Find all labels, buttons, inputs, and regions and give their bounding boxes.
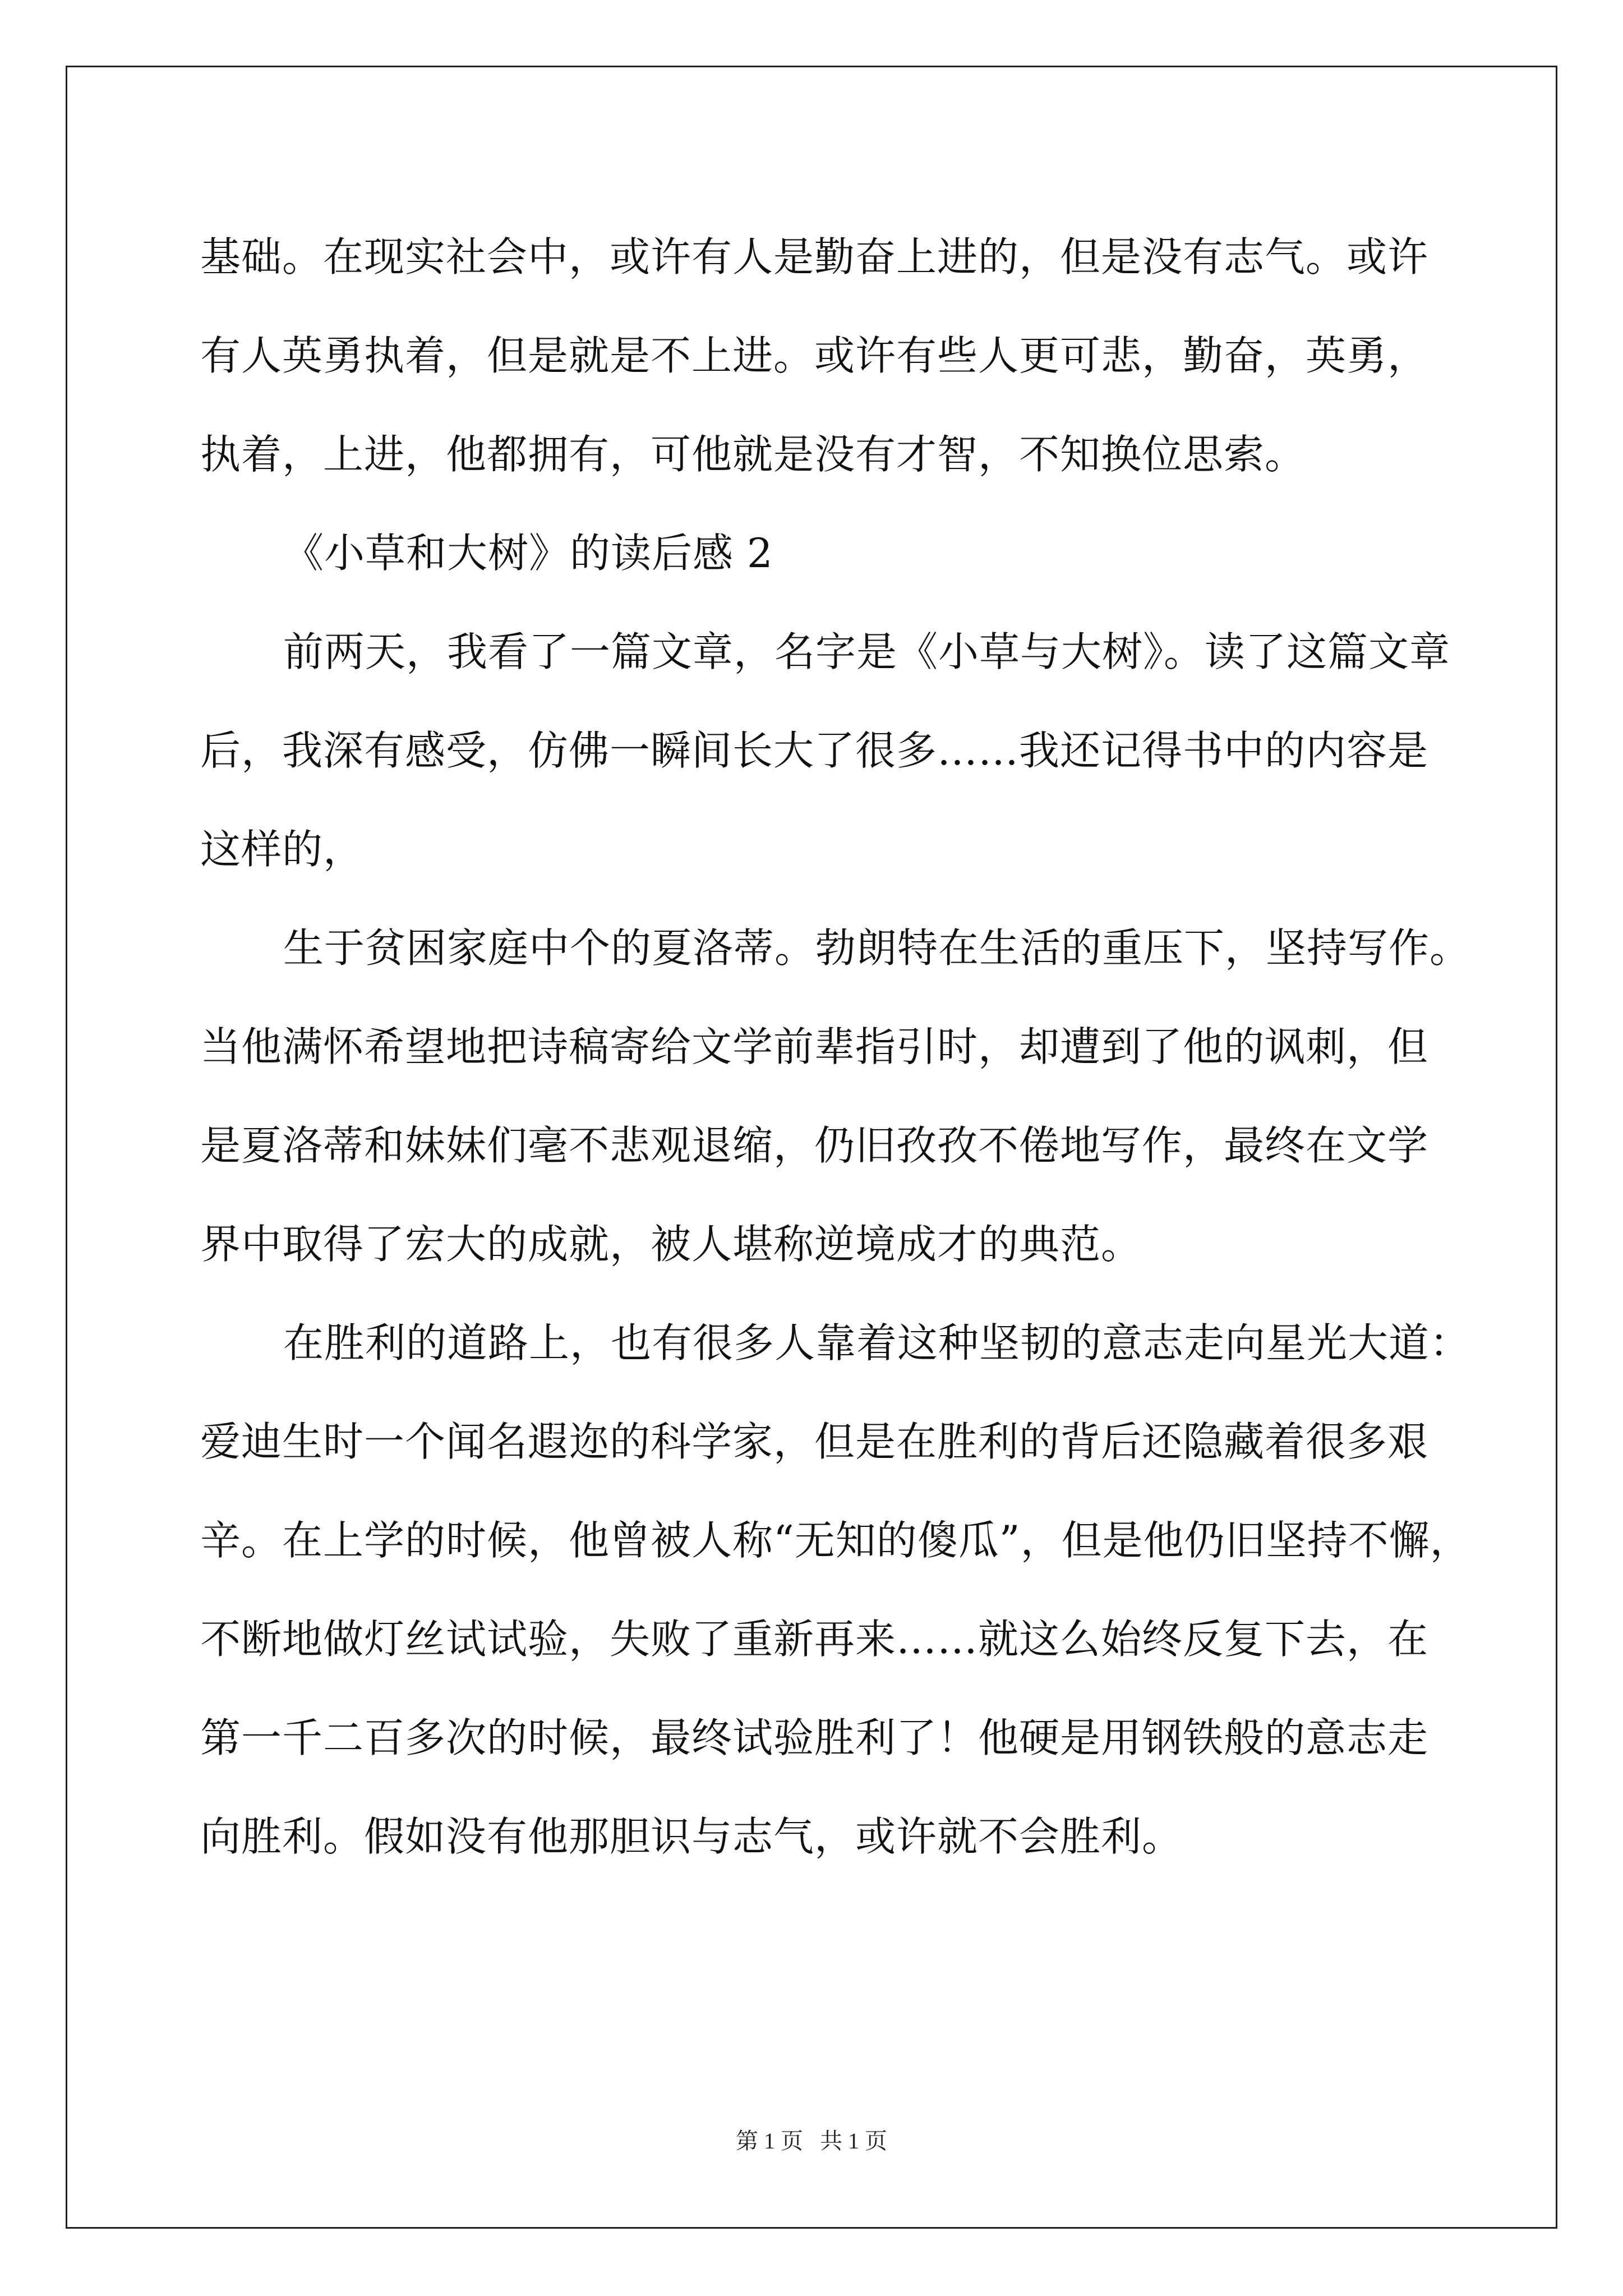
page-count: 共 1 页 (820, 2128, 887, 2154)
page-footer (0, 2127, 1623, 2155)
text-line: 爱迪生时一个闻名遐迩的科学家，但是在胜利的背后还隐藏着很多艰 (200, 1418, 1429, 1465)
text-line: 执着，上进，他都拥有，可他就是没有才智，不知换位思索。 (200, 431, 1306, 478)
text-line: 向胜利。假如没有他那胆识与志气，或许就不会胜利。 (200, 1813, 1183, 1860)
text-line: 这样的， (200, 826, 365, 873)
text-line: 辛。在上学的时候，他曾被人称“无知的傻瓜”，但是他仍旧坚持不懈， (200, 1517, 1471, 1564)
page-number: 第 1 页 (736, 2128, 803, 2154)
text-line: 当他满怀希望地把诗稿寄给文学前辈指引时，却遭到了他的讽刺，但 (200, 1023, 1429, 1070)
text-line: 后，我深有感受，仿佛一瞬间长大了很多……我还记得书中的内容是 (200, 727, 1429, 774)
text-line: 基础。在现实社会中，或许有人是勤奋上进的，但是没有志气。或许 (200, 233, 1429, 280)
paragraph-first-line: 生于贫困家庭中个的夏洛蒂。勃朗特在生活的重压下，坚持写作。 (283, 924, 1471, 972)
text-line: 是夏洛蒂和妹妹们毫不悲观退缩，仍旧孜孜不倦地写作，最终在文学 (200, 1122, 1429, 1169)
paragraph-first-line: 前两天，我看了一篇文章，名字是《小草与大树》。读了这篇文章 (283, 628, 1451, 675)
text-line: 有人英勇执着，但是就是不上进。或许有些人更可悲，勤奋，英勇， (200, 332, 1429, 379)
text-line: 不断地做灯丝试试验，失败了重新再来……就这么始终反复下去，在 (200, 1616, 1429, 1663)
text-line: 第一千二百多次的时候，最终试验胜利了！他硬是用钢铁般的意志走 (200, 1714, 1429, 1761)
paragraph-first-line: 在胜利的道路上，也有很多人靠着这种坚韧的意志走向星光大道： (283, 1319, 1471, 1366)
paragraph-first-line: 《小草和大树》的读后感 2 (283, 530, 773, 577)
text-line: 界中取得了宏大的成就，被人堪称逆境成才的典范。 (200, 1221, 1142, 1268)
document-body (200, 208, 1471, 1886)
